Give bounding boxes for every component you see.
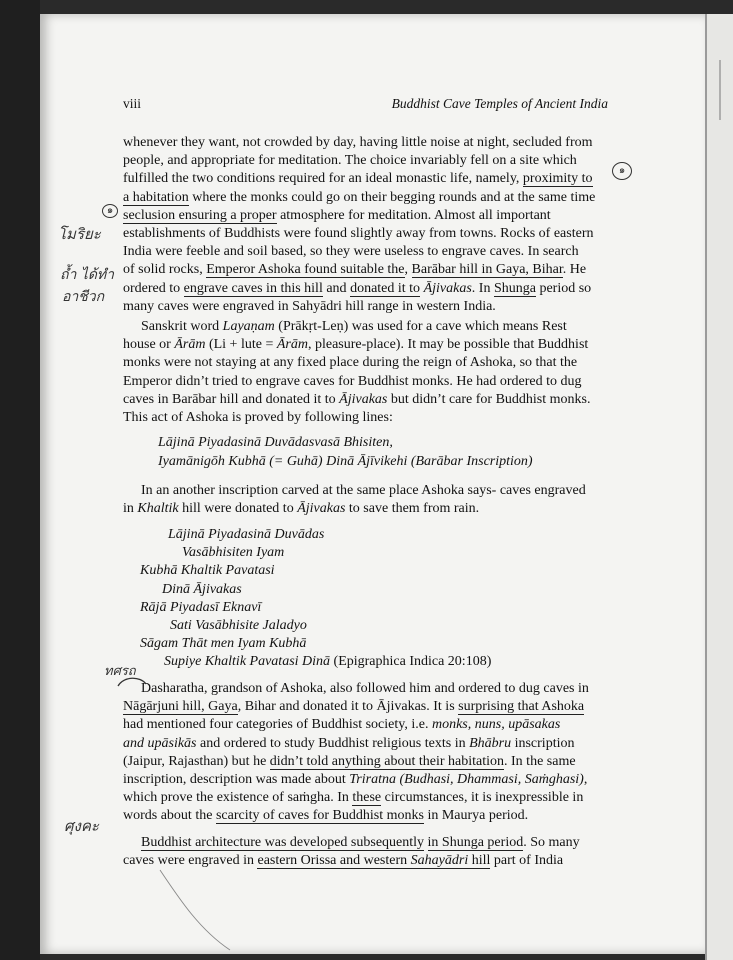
- text-line: words about the scarcity of caves for Buddhist monks in Maurya period.: [123, 808, 529, 824]
- quote-line: Iyamānigōh Kubhā (= Guhā) Dinā Ājīvikehi (Barābar Inscription): [158, 453, 533, 469]
- underline-mark: a habitation: [123, 189, 189, 205]
- text-line: fulfilled the two conditions required for an ideal monastic life, namely, proximity to: [123, 171, 593, 187]
- underline-mark: Shunga: [493, 280, 536, 296]
- verse-line: Vasābhisiten Iyam: [182, 545, 285, 561]
- underline-mark: proximity to: [522, 171, 593, 187]
- text-line: caves were engraved in eastern Orissa and western Sahayādri hill part of India: [123, 853, 564, 869]
- text-line: ordered to engrave caves in this hill and donated it to Ājivakas. In Shunga period so: [123, 280, 592, 296]
- verse-line: Lājinā Piyadasinā Duvādas: [168, 527, 325, 542]
- underline-mark: in Shunga period: [427, 835, 524, 850]
- quote-line: Lājinā Piyadasinā Duvādasvasā Bhisiten,: [158, 435, 393, 450]
- text-line: and upāsikās and ordered to study Buddhist religious texts in Bhābru inscription: [123, 735, 575, 751]
- text-line: In an another inscription carved at the same place Ashoka says- caves engraved: [141, 483, 586, 498]
- text-line: This act of Ashoka is proved by following lines:: [123, 410, 393, 426]
- page-edge: [705, 14, 733, 960]
- paragraph-5: [123, 834, 609, 870]
- underline-mark: hill: [468, 853, 491, 869]
- underline-mark: Emperor Ashoka found suitable the: [206, 262, 405, 278]
- text-line: had mentioned four categories of Buddhist society, i.e. monks, nuns, upāsakas: [123, 717, 561, 733]
- text-line: caves in Barābar hill and donated it to Ājivakas but didn’t care for Buddhist monks.: [123, 391, 591, 407]
- text-line: whenever they want, not crowded by day, having little noise at night, secluded from: [123, 135, 593, 150]
- text-line: of solid rocks, Emperor Ashoka found suitable the, Barābar hill in Gaya, Bihar. He: [123, 262, 587, 278]
- underline-mark: Buddhist architecture was developed subsequently: [141, 835, 425, 850]
- text-line: Sanskrit word Layaṇam (Prākṛt-Leṇ) was used for a cave which means Rest: [141, 319, 567, 334]
- circled-number-mark: ๑: [612, 162, 632, 180]
- paragraph-4: [123, 680, 609, 826]
- running-header: [123, 96, 608, 114]
- text-line: monks were not staying at any fixed place during the reign of Ashoka, so that the: [123, 355, 578, 371]
- inscription-quote: [158, 434, 533, 471]
- verse-line: Supiye Khaltik Pavatasi Dinā (Epigraphica Indica 20:108): [164, 654, 492, 670]
- underline-mark: Sahayādri: [410, 853, 469, 869]
- page-number: viii: [123, 96, 142, 111]
- text-line: people, and appropriate for meditation. The choice invariably fell on a site which: [123, 153, 577, 169]
- underline-mark: Nāgārjuni hill, Gaya: [123, 699, 238, 715]
- text-line: in Khaltik hill were donated to Ājivakas to save them from rain.: [123, 501, 480, 517]
- text-line: Buddhist architecture was developed subsequently in Shunga period. So many: [141, 835, 580, 850]
- text-line: Emperor didn’t tried to engrave caves for Buddhist monks. He had ordered to dug: [123, 373, 582, 389]
- handwritten-note: ศุงคะ: [64, 817, 99, 835]
- handwritten-note: อาชีวก: [62, 289, 105, 305]
- text-line: many caves were engraved in Sahyādri hill range in western India.: [123, 298, 496, 314]
- handwritten-note: ทศรถ: [104, 664, 136, 679]
- text-line: inscription, description was made about Triratna (Budhasi, Dhammasi, Saṁghasi),: [123, 772, 588, 788]
- underline-mark: donated it to: [350, 280, 421, 296]
- underline-mark: eastern Orissa and western: [257, 853, 411, 869]
- paragraph-2: [123, 318, 609, 427]
- underline-mark: seclusion ensuring a proper: [123, 207, 277, 223]
- book-spine-shadow: [0, 0, 40, 960]
- underline-mark: scarcity of caves for Buddhist monks: [215, 808, 424, 824]
- text-line: which prove the existence of saṁgha. In these circumstances, it is inexpressible in: [123, 790, 584, 806]
- underline-mark: engrave caves in this hill: [183, 280, 323, 296]
- paragraph-3: [123, 482, 609, 518]
- verse-line: Rājā Piyadasī Eknavī: [140, 599, 262, 615]
- text-line: seclusion ensuring a proper atmosphere for meditation. Almost all important: [123, 207, 551, 223]
- circled-number-mark: ๑: [102, 204, 118, 218]
- verse-line: Dinā Ājivakas: [162, 581, 242, 597]
- text-line: house or Ārām (Li + lute = Ārām, pleasure-place). It may be possible that Buddhist: [123, 337, 589, 353]
- text-line: (Jaipur, Rajasthan) but he didn’t told anything about their habitation. In the same: [123, 753, 576, 769]
- underline-mark: surprising that Ashoka: [458, 699, 585, 715]
- verse-line: Sati Vasābhisite Jaladyo: [170, 618, 307, 634]
- text-line: Nāgārjuni hill, Gaya, Bihar and donated it to Ājivakas. It is surprising that Ashoka: [123, 699, 585, 715]
- verse-line: Sāgam Thāt men Iyam Kubhā: [140, 636, 307, 652]
- verse-citation: (Epigraphica Indica 20:108): [330, 654, 492, 670]
- text-line: India were feeble and soil based, so they were useless to engrave caves. In search: [123, 244, 579, 260]
- handwritten-note: โมริยะ: [58, 225, 101, 243]
- text-line: Dasharatha, grandson of Ashoka, also followed him and ordered to dug caves in: [141, 681, 589, 696]
- text-line: a habitation where the monks could go on their begging rounds and at the same time: [123, 189, 596, 205]
- underline-mark: these: [352, 790, 382, 806]
- handwritten-note: ถ้ำ ได้ทำ: [60, 267, 115, 283]
- verse-line: Kubhā Khaltik Pavatasi: [140, 563, 275, 579]
- underline-mark: Barābar hill in Gaya, Bihar: [411, 262, 563, 278]
- inscription-verse: [140, 526, 491, 672]
- book-title: Buddhist Cave Temples of Ancient India: [391, 96, 608, 111]
- paragraph-1: [123, 134, 609, 316]
- text-line: establishments of Buddhists were found slightly away from towns. Rocks of eastern: [123, 226, 594, 242]
- underline-mark: didn’t told anything about their habitation: [269, 753, 505, 769]
